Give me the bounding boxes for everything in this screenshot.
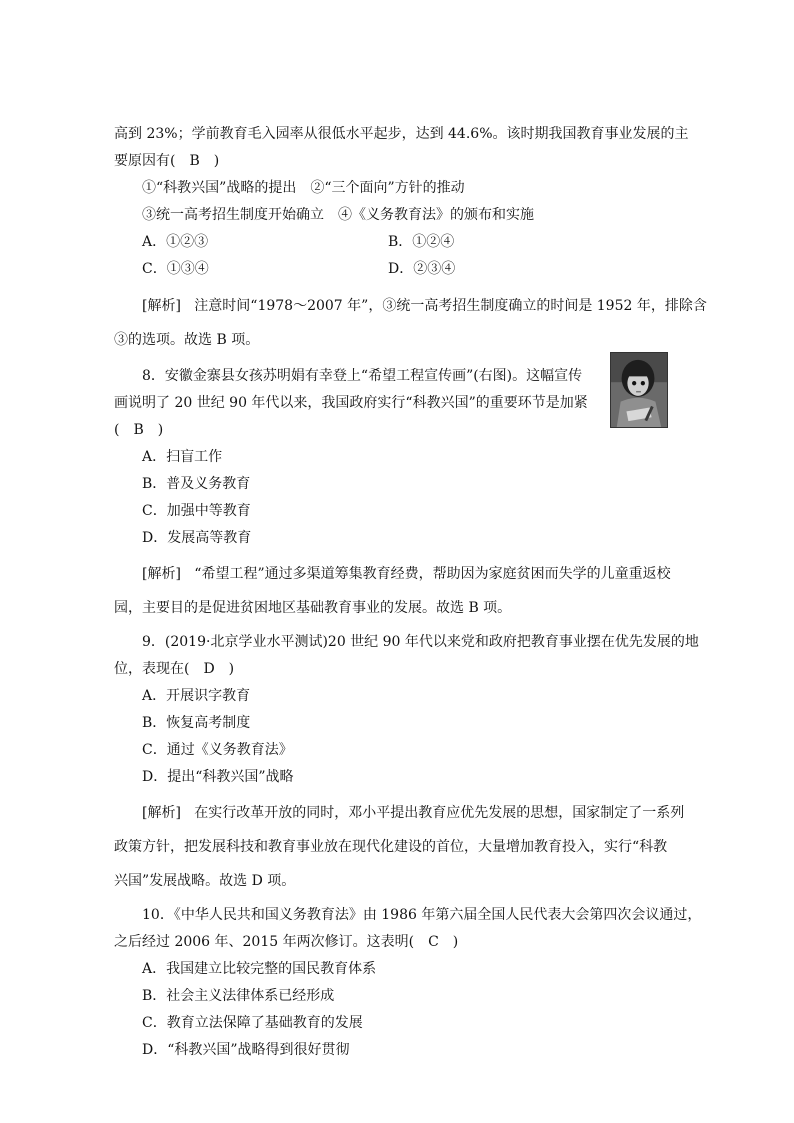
q7-option-a: A．①②③ (142, 234, 209, 250)
q8-analysis-text1: “希望工程”通过多渠道筹集教育经费，帮助因为家庭贫困而失学的儿童重返校 (194, 566, 671, 582)
q8-stem-line2: 画说明了 20 世纪 90 年代以来，我国政府实行“科教兴国”的重要环节是加紧 (114, 395, 588, 411)
q9-analysis-line1 (142, 803, 684, 823)
q9-analysis-line2: 政策方针，把发展科技和教育事业放在现代化建设的首位，大量增加教育投入，实行“科教 (114, 839, 668, 855)
q10-option-d: D．“科教兴国”战略得到很好贯彻 (142, 1042, 350, 1058)
q8-analysis-line2: 园，主要目的是促进贫困地区基础教育事业的发展。故选 B 项。 (114, 600, 512, 616)
q10-option-a: A．我国建立比较完整的国民教育体系 (142, 961, 377, 977)
q9-stem-line1: 9．(2019·北京学业水平测试)20 世纪 90 年代以来党和政府把教育事业摆在优先发展的地 (142, 634, 699, 650)
q10-option-b: B．社会主义法律体系已经形成 (142, 988, 335, 1004)
q7-analysis-text1: 注意时间“1978～2007 年”，③统一高考招生制度确立的时间是 1952 年，排除含 (194, 298, 707, 314)
q8-option-a: A．扫盲工作 (142, 449, 223, 465)
q9-option-c: C．通过《义务教育法》 (142, 742, 293, 758)
q9-analysis-label: [解析] (142, 805, 181, 821)
q10-option-c: C．教育立法保障了基础教育的发展 (142, 1015, 363, 1031)
q10-stem-line2: 之后经过 2006 年、2015 年两次修订。这表明( C ) (114, 934, 459, 950)
q9-analysis-line3: 兴国”发展战略。故选 D 项。 (114, 873, 296, 889)
q7-analysis-line1 (142, 296, 707, 316)
q9-analysis-text1: 在实行改革开放的同时，邓小平提出教育应优先发展的思想，国家制定了一系列 (194, 805, 685, 821)
hope-project-poster-image (610, 352, 668, 428)
q7-statements-3-4: ③统一高考招生制度开始确立 ④《义务教育法》的颁布和实施 (142, 207, 534, 223)
q7-stem-line2: 要原因有( B ) (114, 153, 220, 169)
girl-portrait-icon (611, 353, 667, 427)
q8-stem-line1: 8．安徽金寨县女孩苏明娟有幸登上“希望工程宣传画”(右图)。这幅宣传 (142, 368, 583, 384)
q8-option-d: D．发展高等教育 (142, 530, 252, 546)
q10-stem-line1: 10．《中华人民共和国义务教育法》由 1986 年第六届全国人民代表大会第四次会议通过， (142, 907, 702, 923)
q8-analysis-label: [解析] (142, 566, 181, 582)
q7-option-d: D．②③④ (388, 261, 456, 277)
q9-option-b: B．恢复高考制度 (142, 715, 251, 731)
q7-option-b: B．①②④ (388, 234, 455, 250)
q7-analysis-label: [解析] (142, 298, 181, 314)
q8-analysis-line1 (142, 564, 671, 584)
q7-analysis-line2: ③的选项。故选 B 项。 (114, 332, 260, 348)
q7-stem-line1: 高到 23%；学前教育毛入园率从很低水平起步，达到 44.6%。该时期我国教育事业发展的主 (114, 126, 689, 142)
q9-stem-line2: 位，表现在( D ) (114, 661, 235, 677)
q8-option-c: C．加强中等教育 (142, 503, 251, 519)
q7-statements-1-2: ①“科教兴国”战略的提出 ②“三个面向”方针的推动 (142, 180, 465, 196)
q8-stem-line3: ( B ) (114, 422, 164, 438)
q8-option-b: B．普及义务教育 (142, 476, 251, 492)
q9-option-d: D．提出“科教兴国”战略 (142, 769, 294, 785)
q9-option-a: A．开展识字教育 (142, 688, 251, 704)
q7-option-c: C．①③④ (142, 261, 209, 277)
